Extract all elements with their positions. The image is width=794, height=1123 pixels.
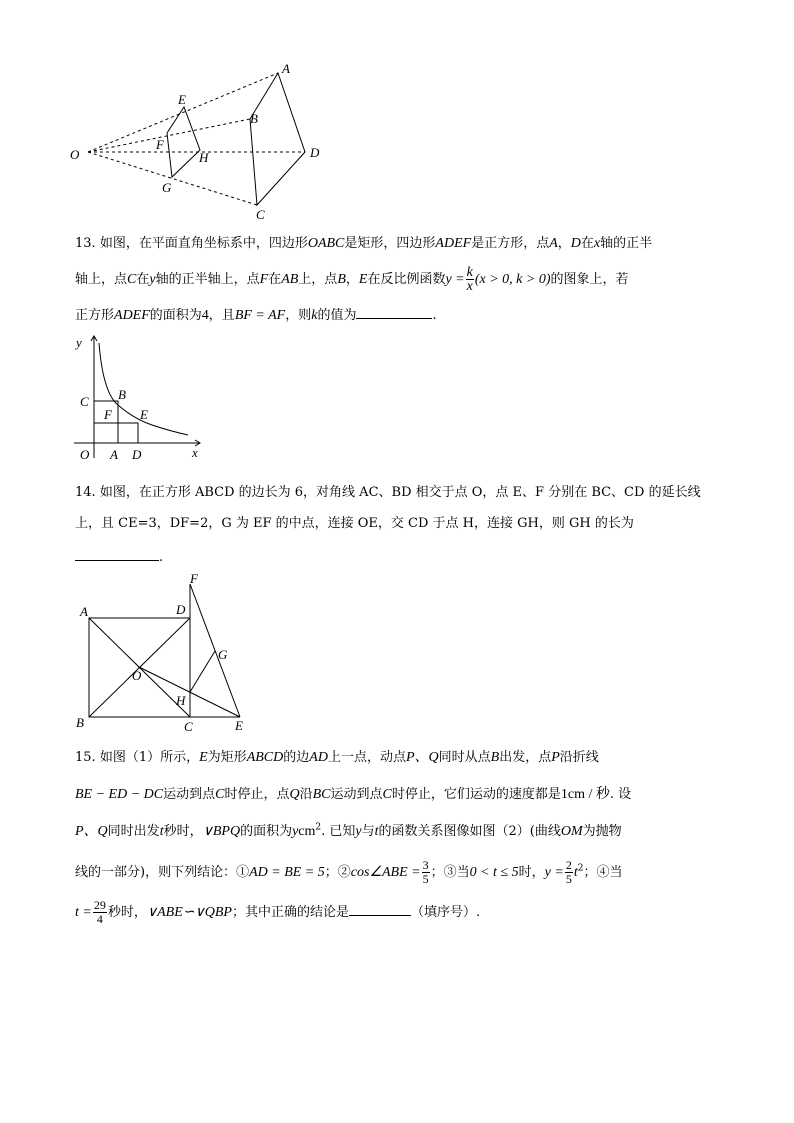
label-D: D xyxy=(132,447,142,462)
label-E: E xyxy=(178,92,186,107)
label-O: O xyxy=(80,447,90,462)
q15-line1: 15. 如图（1）所示，E为矩形ABCD的边AD上一点，动点P、Q同时从点B出发，点P沿折线 xyxy=(75,750,599,765)
label-A: A xyxy=(110,447,118,462)
axis-label-y: y xyxy=(76,335,82,350)
label-H: H xyxy=(199,150,209,165)
fraction-k-over-x: $\frac{k}{x}$ xyxy=(466,265,473,294)
q13-line3: 正方形ADEF的面积为4，且BF = AF，则k的值为 . xyxy=(75,298,715,334)
label-F: F xyxy=(104,407,112,422)
q15-line3: P、Q同时出发t秒时，∨BPQ的面积为ycm$^2$. 已知y与t的函数关系图像如图（2）(曲线OM为抛物 xyxy=(75,822,622,839)
segment-GH xyxy=(190,651,215,692)
label-F: F xyxy=(156,137,164,152)
label-B: B xyxy=(250,111,258,126)
label-H: H xyxy=(176,693,186,708)
square-ADEF xyxy=(118,423,138,443)
label-B: B xyxy=(118,387,126,402)
fraction-3-5: $\frac{3}{5}$ xyxy=(422,858,429,886)
q14-line1: 14. 如图，在正方形 ABCD 的边长为 6，对角线 AC、BD 相交于点 O，点 E、F 分别在 BC、CD 的延长线 xyxy=(75,485,701,500)
axis-label-x: x xyxy=(192,445,198,460)
label-C: C xyxy=(80,394,89,409)
label-E: E xyxy=(235,718,243,733)
label-O: O xyxy=(132,668,142,683)
label-A: A xyxy=(80,604,88,619)
q15-line5: t = $\frac{29}{4}$ 秒时，∨ABE∽∨QBP；其中正确的结论是 （填序号）. xyxy=(75,898,481,926)
q13-line1: 13. 如图，在平面直角坐标系中，四边形OABC是矩形，四边形ADEF是正方形，点A，D在x轴的正半 xyxy=(75,236,653,251)
segment-EF xyxy=(190,584,240,717)
label-G: G xyxy=(162,180,172,195)
label-A: A xyxy=(282,61,290,76)
label-B: B xyxy=(76,715,84,730)
fraction-2-5: $\frac{2}{5}$ xyxy=(565,858,572,886)
label-D: D xyxy=(176,602,186,617)
label-E: E xyxy=(140,407,148,422)
q15-line4: 线的一部分)，则下列结论：①AD = BE = 5；②cos∠ABE = $\frac{3}{5}$ ；③当0 < t ≤ 5时，y = $\frac{2}{5}$ $t^2$；④当 xyxy=(75,858,623,886)
label-G: G xyxy=(218,647,228,662)
answer-blank-q15[interactable] xyxy=(349,901,411,916)
q13-line2: 轴上，点C在y轴的正半轴上，点F在AB上，点B，E在反比例函数y = $\frac{k}{x}$ (x > 0, k > 0)的图象上，若 xyxy=(75,265,629,294)
answer-blank-q13[interactable] xyxy=(356,304,432,319)
square-figure xyxy=(74,572,254,736)
q14-line2: 上，且 CE=3，DF=2，G 为 EF 的中点，连接 OE，交 CD 于点 H，连接 GH，则 GH 的长为 xyxy=(75,516,634,531)
label-F: F xyxy=(190,571,198,586)
label-O: O xyxy=(70,147,80,162)
answer-blank-q14[interactable] xyxy=(75,546,159,561)
homothety-figure xyxy=(60,55,350,230)
coordinate-figure xyxy=(74,333,214,463)
label-D: D xyxy=(310,145,320,160)
fraction-29-4: $\frac{29}{4}$ xyxy=(93,898,106,926)
large-quadrilateral-ABCD xyxy=(250,73,305,205)
label-C: C xyxy=(184,719,193,734)
q15-line2: BE − ED − DC运动到点C时停止，点Q沿BC运动到点C时停止，它们运动的速度都是1cm / 秒. 设 xyxy=(75,787,632,802)
label-C: C xyxy=(256,207,265,222)
q14-line3: . xyxy=(75,540,715,576)
